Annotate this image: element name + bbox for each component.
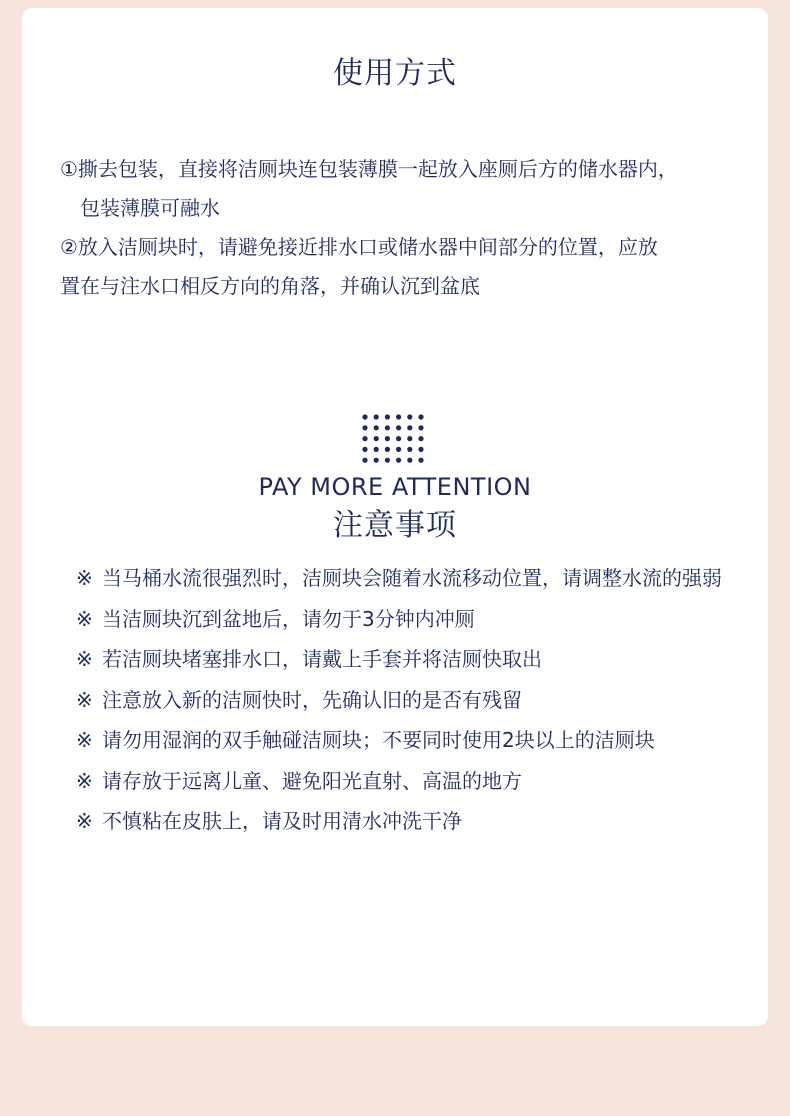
attention-item [76,720,756,761]
attention-item-text: 注意放入新的洁厕快时，先确认旧的是否有残留 [102,687,522,712]
dot [362,425,367,430]
dot [407,447,412,452]
dot [396,458,401,463]
usage-instructions [60,150,750,306]
attention-item [76,801,756,842]
dot [396,425,401,430]
dot [418,414,423,419]
dot [407,425,412,430]
note-mark: ※ [76,566,93,590]
dot [385,425,390,430]
attention-item [76,599,756,640]
attention-item-text: 不慎粘在皮肤上，请及时用清水冲洗干净 [102,809,462,833]
dot-grid-icon [361,413,425,465]
dot [385,458,390,463]
dot [418,447,423,452]
attention-title-cn: 注意事项 [333,508,457,543]
attention-list [76,558,756,842]
dot [374,458,379,463]
attention-item [76,639,756,680]
content-card [22,8,768,1026]
dot [362,414,367,419]
attention-title-en: PAY MORE ATTENTION [258,473,532,501]
attention-item-text: 当洁厕块沉到盆地后，请勿于3分钟内冲厕 [102,606,475,631]
note-mark: ※ [76,768,93,793]
usage-step-2-line-2: 置在与注水口相反方向的角落，并确认沉到盆底 [60,274,480,298]
attention-item [76,680,756,721]
attention-item [76,761,756,802]
note-mark: ※ [76,728,93,752]
dot [374,425,379,430]
dot [418,425,423,430]
dot [374,436,379,441]
dot [362,447,367,452]
dot [407,458,412,463]
attention-item [76,558,756,599]
note-mark: ※ [76,647,93,671]
dot [396,414,401,419]
note-mark: ※ [76,809,93,833]
dot [396,436,401,441]
usage-step-1-line-2: 包装薄膜可融水 [80,196,220,220]
dot [396,447,401,452]
attention-item-text: 请勿用湿润的双手触碰洁厕块；不要同时使用2块以上的洁厕块 [102,728,655,752]
dot [407,436,412,441]
attention-item-text: 当马桶水流很强烈时，洁厕块会随着水流移动位置，请调整水流的强弱 [102,566,722,590]
attention-item-text: 请存放于远离儿童、避免阳光直射、高温的地方 [102,768,522,793]
dot [418,436,423,441]
dot [418,458,423,463]
attention-item-text: 若洁厕块堵塞排水口，请戴上手套并将洁厕快取出 [102,647,542,671]
usage-step-1-line-1: ①撕去包装，直接将洁厕块连包装薄膜一起放入座厕后方的储水器内， [60,157,678,181]
dot [407,414,412,419]
dot [385,414,390,419]
dot [362,436,367,441]
note-mark: ※ [76,606,93,631]
dot [374,414,379,419]
dot [385,447,390,452]
note-mark: ※ [76,687,93,712]
dot [385,436,390,441]
dot [362,458,367,463]
dot [374,447,379,452]
usage-step-2-line-1: ②放入洁厕块时，请避免接近排水口或储水器中间部分的位置，应放 [60,235,658,259]
usage-title: 使用方式 [333,56,457,91]
